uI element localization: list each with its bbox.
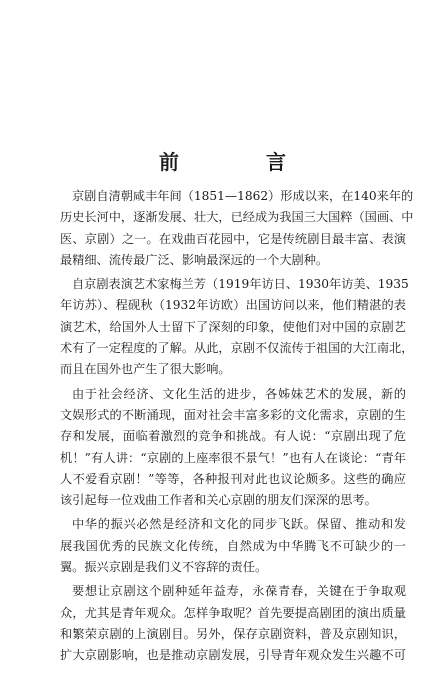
text-line: 医、京剧）之一。在戏曲百花园中，它是传统剧目最丰富、表演: [60, 231, 406, 246]
paragraph: [60, 514, 406, 578]
text-line: 京剧自清朝咸丰年间（1851—1862）形成以来，在140来年的: [72, 189, 414, 203]
text-line: 存和发展，面临着激烈的竞争和挑战。有人说：“京剧出现了危: [60, 429, 406, 444]
text-line: 人不爱看京剧！”等等，各种报刊对此也议论颇多。这些的确应: [60, 471, 406, 486]
text-line: 最精细、流传最广泛、影响最深远的一个大剧种。: [60, 252, 329, 267]
text-line: 而且在国外也产生了很大影响。: [60, 362, 231, 377]
paragraph: [60, 581, 406, 666]
text-line: 中华的振兴必然是经济和文化的同步飞跃。保留、推动和发: [72, 517, 406, 532]
text-line: 演艺术，给国外人士留下了深刻的印象，使他们对中国的京剧艺: [60, 319, 406, 334]
text-line: 和繁荣京剧的上演剧目。另外，保存京剧资料，普及京剧知识，: [60, 626, 406, 641]
text-line: 翼。振兴京剧是我们义不容辞的责任。: [60, 560, 268, 575]
text-line: 由于社会经济、文化生活的进步，各姊妹艺术的发展，新的: [72, 386, 406, 401]
paragraph: [60, 274, 414, 380]
text-line: 历史长河中，逐渐发展、壮大，已经成为我国三大国粹（国画、中: [60, 210, 414, 225]
paragraph: [60, 186, 414, 271]
text-line: 年访苏）、程砚秋（1932年访欧）出国访问以来，他们精湛的表: [60, 298, 406, 313]
text-line: 文娱形式的不断涌现，面对社会丰富多彩的文化需求，京剧的生: [60, 407, 406, 422]
text-line: 展我国优秀的民族文化传统，自然成为中华腾飞不可缺少的一: [60, 538, 406, 553]
text-line: 扩大京剧影响，也是推动京剧发展，引导青年观众发生兴趣不可: [60, 648, 406, 663]
text-line: 众，尤其是青年观众。怎样争取呢？首先要提高剧团的演出质量: [60, 605, 406, 620]
paragraph: [60, 384, 406, 512]
body-text: [60, 186, 414, 667]
text-line: 要想让京剧这个剧种延年益寿，永葆青春，关键在于争取观: [72, 584, 406, 599]
text-line: 机！”有人讲：“京剧的上座率很不景气！”也有人在谈论：“青年: [60, 450, 406, 465]
text-line: 该引起每一位戏曲工作者和关心京剧的朋友们深深的思考。: [60, 493, 377, 508]
page-title: 前 言: [159, 150, 326, 174]
text-line: 术有了一定程度的了解。从此，京剧不仅流传于祖国的大江南北，: [60, 341, 414, 356]
text-line: 自京剧表演艺术家梅兰芳（1919年访日、1930年访美、1935: [72, 277, 409, 292]
